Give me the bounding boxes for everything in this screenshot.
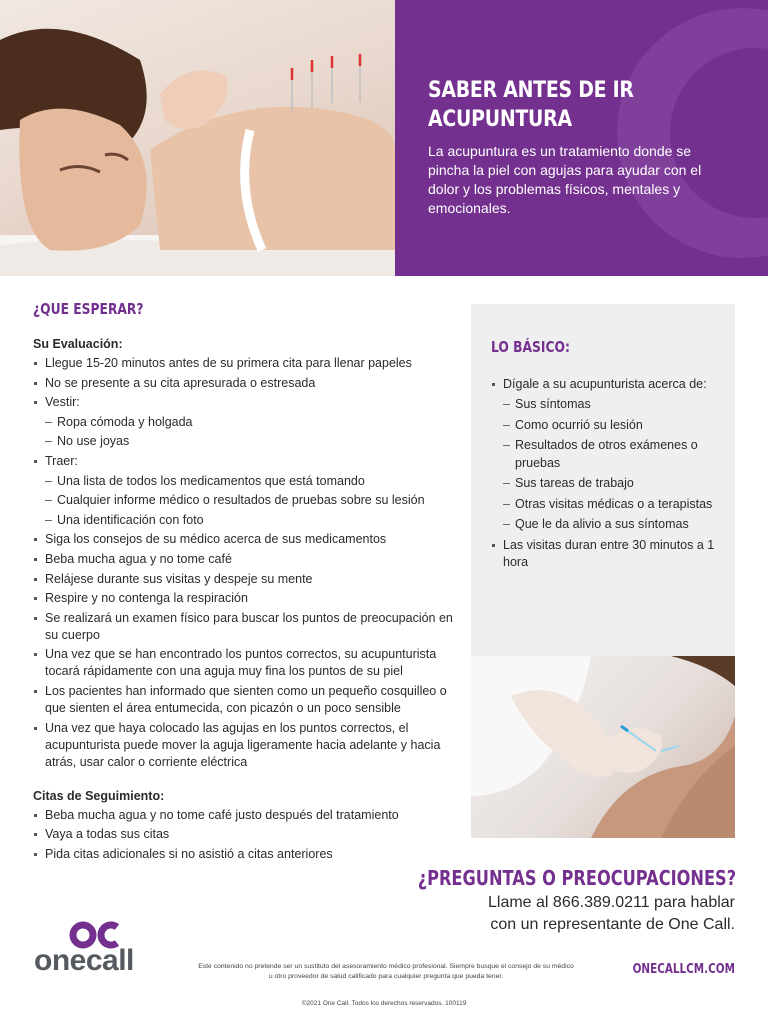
- list-item: Vestir: – Ropa cómoda y holgada – No use joyas: [33, 394, 453, 450]
- sublist-item: – Como ocurrió su lesión: [503, 417, 715, 435]
- list-item: Una vez que haya colocado las agujas en los puntos correctos, el acupunturista puede mover la aguja ligeramente hacia adelante y hacia atrás, usar calor o corriente eléctrica: [33, 720, 453, 771]
- questions-line2: con un representante de One Call.: [490, 916, 735, 933]
- sublist-item: – Resultados de otros exámenes o pruebas: [503, 437, 715, 472]
- sublist-item: – Ropa cómoda y holgada: [45, 414, 453, 431]
- list-item: Los pacientes han informado que sienten como un pequeño cosquilleo o que sienten el área entumecida, con picazón o un poco sensible: [33, 683, 453, 717]
- list-item: Beba mucha agua y no tome café justo después del tratamiento: [33, 807, 453, 824]
- page-title-line2: ACUPUNTURA: [428, 107, 572, 132]
- sublist: [45, 473, 453, 529]
- disclaimer: Este contenido no pretende ser un sustituto del asesoramiento médico profesional. Siempre busque el consejo de su médico u otro proveedor de salud calificado para cualquier pregunta que pueda tener.: [198, 963, 574, 980]
- list-item: Vaya a todas sus citas: [33, 826, 453, 843]
- evaluation-heading: Su Evaluación:: [33, 337, 123, 351]
- onecall-logo: [34, 918, 164, 980]
- page-title: [428, 76, 686, 134]
- list-item: Pida citas adicionales si no asistió a citas anteriores: [33, 846, 453, 863]
- intro-text: La acupuntura es un tratamiento donde se pincha la piel con agujas para ayudar con el dolor y los problemas físicos, mentales y emocionales.: [428, 143, 702, 216]
- list-item: Traer: – Una lista de todos los medicamentos que está tomando – Cualquier informe médico o resultados de pruebas sobre su lesión – Una identificación con foto: [33, 453, 453, 529]
- logo-wordmark: onecall: [34, 944, 134, 977]
- hero-photo-acupuncture: [0, 0, 395, 276]
- basics-title: LO BÁSICO:: [491, 338, 570, 356]
- questions-title: ¿PREGUNTAS O PREOCUPACIONES?: [417, 866, 736, 890]
- basics-box: [471, 304, 735, 656]
- list-item: Relájese durante sus visitas y despeje su mente: [33, 571, 453, 588]
- sublist: [45, 414, 453, 451]
- sublist-item: – Otras visitas médicas o a terapistas: [503, 496, 715, 514]
- followup-heading: Citas de Seguimiento:: [33, 788, 165, 803]
- list-item: Siga los consejos de su médico acerca de sus medicamentos: [33, 531, 453, 548]
- list-item: No se presente a su cita apresurada o estresada: [33, 375, 453, 392]
- sublist-item: – Sus tareas de trabajo: [503, 475, 715, 493]
- list-item: Las visitas duran entre 30 minutos a 1 hora: [491, 537, 715, 572]
- website-link[interactable]: ONECALLCM.COM: [632, 962, 735, 977]
- basics-list: [491, 376, 715, 572]
- list-item: Beba mucha agua y no tome café: [33, 551, 453, 568]
- sublist-item: – Que le da alivio a sus síntomas: [503, 516, 715, 534]
- expect-section: [33, 300, 453, 865]
- treatment-photo: [471, 656, 735, 838]
- list-item: Una vez que se han encontrado los puntos correctos, su acupunturista tocará rápidamente con una aguja muy fina los puntos de su piel: [33, 646, 453, 680]
- sublist-item: – Una lista de todos los medicamentos que está tomando: [45, 473, 453, 490]
- followup-list: [33, 807, 453, 863]
- evaluation-list: [33, 355, 453, 771]
- sublist-item: – Una identificación con foto: [45, 512, 453, 529]
- sublist-item: – No use joyas: [45, 433, 453, 450]
- questions-line1: Llame al 866.389.0211 para hablar: [488, 894, 735, 911]
- page-title-line1: SABER ANTES DE IR: [428, 78, 634, 103]
- list-item: Respire y no contenga la respiración: [33, 590, 453, 607]
- questions-text: [435, 892, 735, 936]
- list-item: Llegue 15-20 minutos antes de su primera cita para llenar papeles: [33, 355, 453, 372]
- hero-panel: [395, 0, 768, 276]
- sublist-item: – Cualquier informe médico o resultados de pruebas sobre su lesión: [45, 492, 453, 509]
- sublist-item: – Sus síntomas: [503, 396, 715, 414]
- copyright: ©2021 One Call. Todos los derechos reservados. 100119: [301, 1000, 467, 1007]
- list-item: Dígale a su acupunturista acerca de: – Sus síntomas – Como ocurrió su lesión – Resultados de otros exámenes o pruebas – Sus tareas de trabajo – Otras visitas médicas o a terapistas – Que le da alivio a sus síntomas: [491, 376, 715, 534]
- sublist: [503, 396, 715, 534]
- list-item: Se realizará un examen físico para buscar los puntos de preocupación en su cuerpo: [33, 610, 453, 644]
- expect-title: ¿QUE ESPERAR?: [33, 300, 144, 318]
